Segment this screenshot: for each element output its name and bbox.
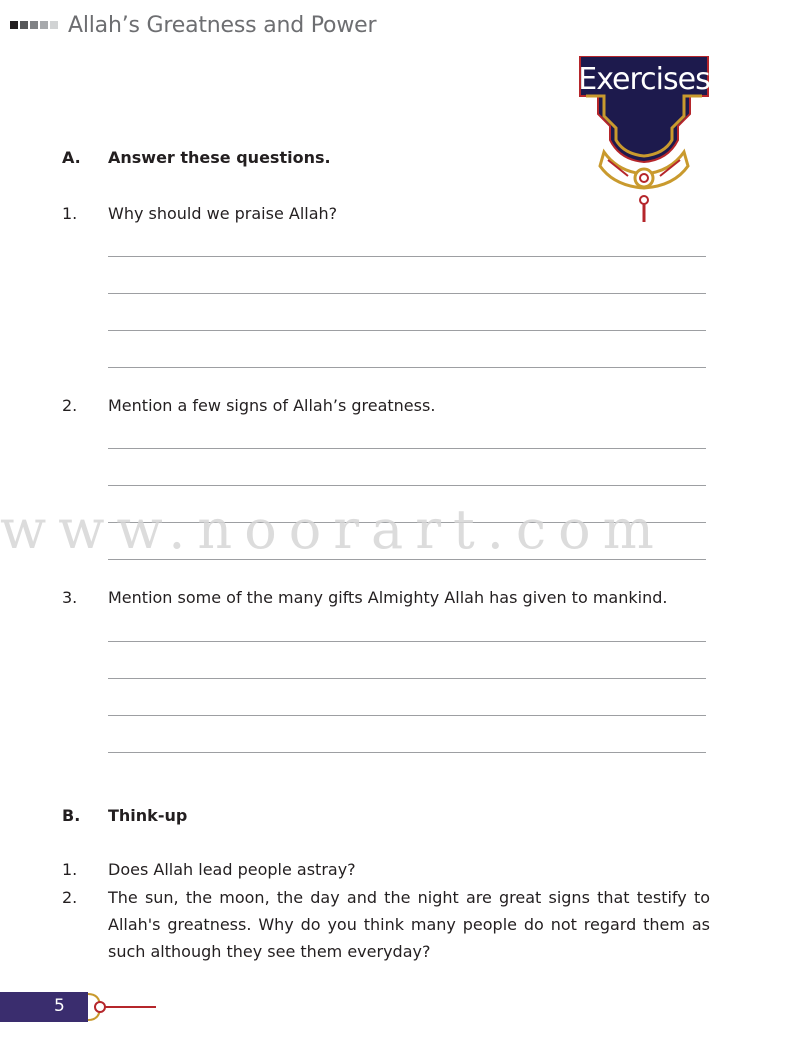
exercises-badge (578, 56, 710, 226)
footer-rule (104, 1006, 156, 1008)
question-2-text: Mention a few signs of Allah’s greatness. (108, 396, 436, 415)
badge-title: Exercises (578, 62, 710, 97)
answer-line[interactable] (108, 330, 706, 331)
question-1-text: Why should we praise Allah? (108, 204, 338, 223)
think-1-number: 1. (62, 860, 78, 879)
chapter-header (10, 10, 376, 40)
header-square-4 (40, 21, 48, 29)
header-square-5 (50, 21, 58, 29)
question-1-number: 1. (62, 204, 78, 223)
question-3-number: 3. (62, 588, 78, 607)
think-1-text: Does Allah lead people astray? (108, 860, 356, 879)
question-3-text: Mention some of the many gifts Almighty Allah has given to mankind. (108, 588, 668, 607)
header-square-3 (30, 21, 38, 29)
answer-line[interactable] (108, 641, 706, 642)
chapter-title: Allah’s Greatness and Power (68, 12, 377, 38)
section-b-label: B. (62, 806, 81, 825)
think-2-text: The sun, the moon, the day and the night are great signs that testify to Allah's greatness. Why do you think many people do not regard them as such although they see them everyday? (108, 888, 710, 961)
section-a-title: Answer these questions. (108, 148, 331, 167)
watermark: www.noorart.com (0, 498, 666, 561)
answer-line[interactable] (108, 678, 706, 679)
header-square-1 (10, 21, 18, 29)
answer-line[interactable] (108, 752, 706, 753)
answer-line[interactable] (108, 256, 706, 257)
question-2-number: 2. (62, 396, 78, 415)
answer-line[interactable] (108, 367, 706, 368)
think-2-number: 2. (62, 888, 78, 907)
page-number-bar (0, 992, 88, 1022)
header-square-2 (20, 21, 28, 29)
answer-line[interactable] (108, 293, 706, 294)
section-b-title: Think-up (108, 806, 188, 825)
answer-line[interactable] (108, 715, 706, 716)
section-a-label: A. (62, 148, 81, 167)
answer-line[interactable] (108, 448, 706, 449)
page-number: 5 (54, 996, 65, 1016)
answer-line[interactable] (108, 485, 706, 486)
